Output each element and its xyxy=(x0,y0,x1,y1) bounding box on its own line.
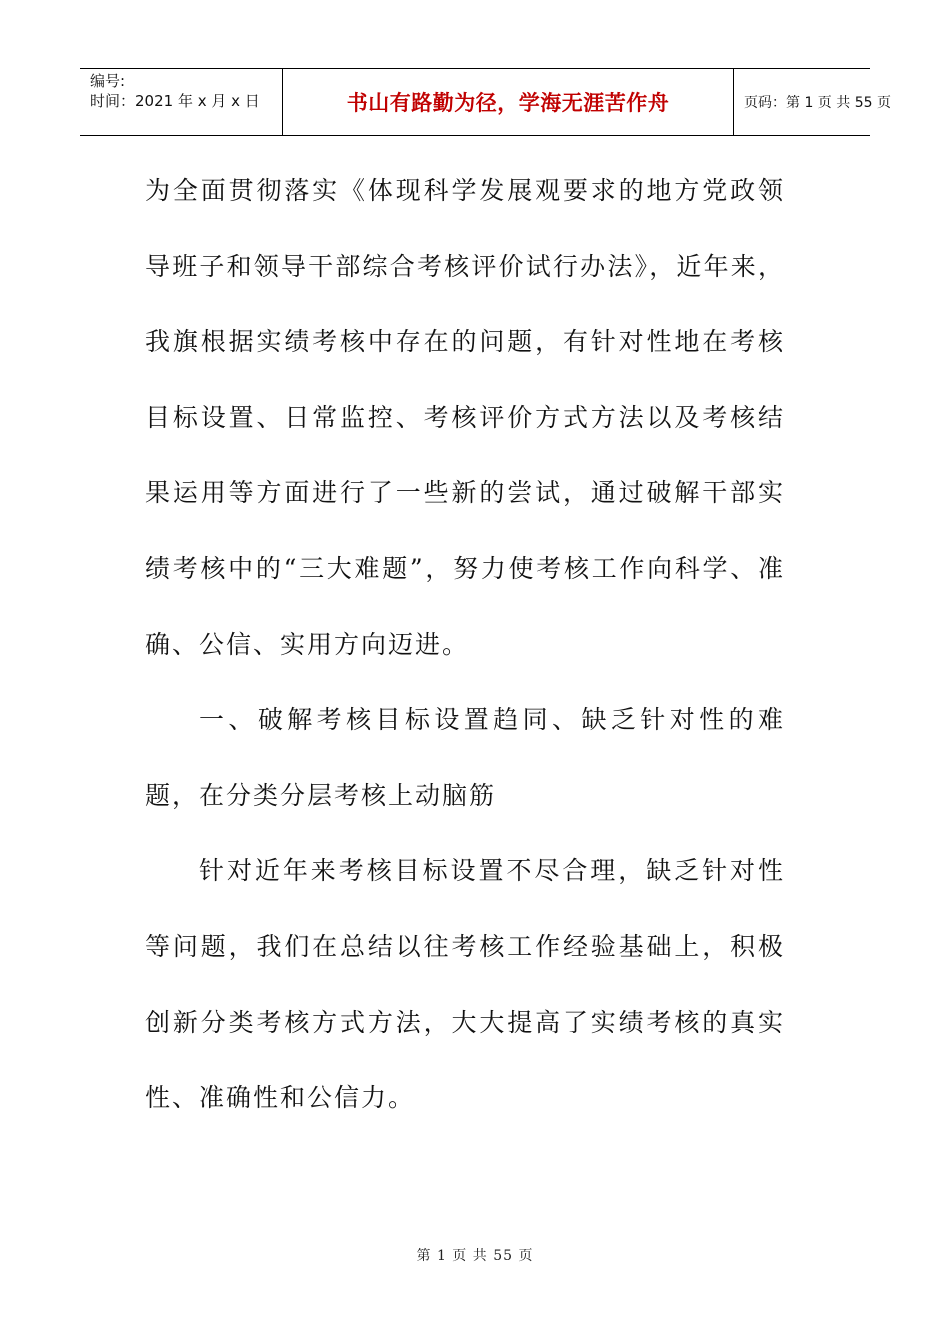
document-header xyxy=(80,68,891,136)
page-footer: 第 1 页 共 55 页 xyxy=(416,1248,534,1264)
header-motto: 书山有路勤为径，学海无涯苦作舟 xyxy=(346,91,670,115)
section-heading: 一、破解考核目标设置趋同、缺乏针对性的难题，在分类分层考核上动脑筋 xyxy=(145,705,785,810)
body-paragraph-intro: 为全面贯彻落实《体现科学发展观要求的地方党政领导班子和领导干部综合考核评价试行办法》，近年来，我旗根据实绩考核中存在的问题，有针对性地在考核目标设置、日常监控、考核评价方式方法以及考核结果运用等方面进行了一些新的尝试，通过破解干部实绩考核中的“三大难题”，努力使考核工作向科学、准确、公信、实用方向迈进。 xyxy=(145,176,785,659)
header-page-info: 页码：第 1 页 共 55 页 xyxy=(744,95,891,111)
document-body xyxy=(145,153,785,1136)
header-meta-cell xyxy=(80,69,282,135)
header-page-cell xyxy=(734,69,891,135)
header-motto-cell xyxy=(282,69,734,135)
body-paragraph-section-one: 针对近年来考核目标设置不尽合理，缺乏针对性等问题，我们在总结以往考核工作经验基础上，积极创新分类考核方式方法，大大提高了实绩考核的真实性、准确性和公信力。 xyxy=(145,856,785,1113)
document-time-label: 时间：2021 年 x 月 x 日 xyxy=(90,92,260,110)
document-number-label: 编号: xyxy=(90,72,126,90)
